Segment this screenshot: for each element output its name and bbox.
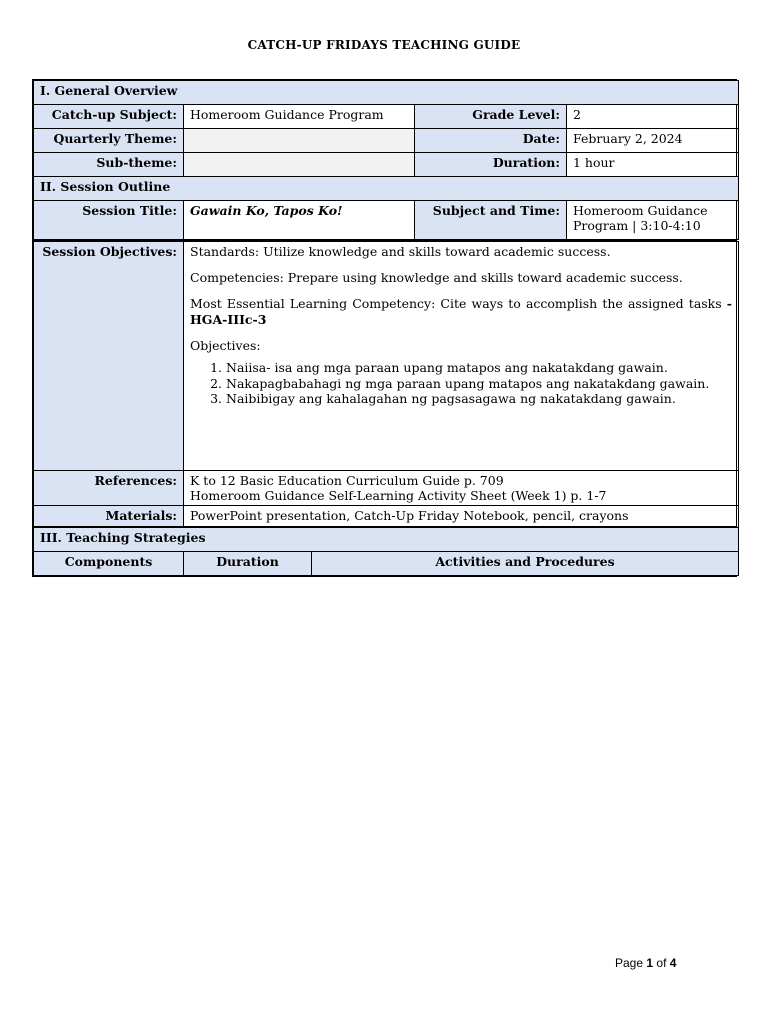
- subtheme-label: Sub-theme:: [34, 153, 184, 177]
- melc-text: Most Essential Learning Competency: Cite ways to accomplish the assigned tasks: [190, 296, 727, 311]
- activities-header: Activities and Procedures: [312, 552, 739, 576]
- competencies-text: Competencies: Prepare using knowledge and skills toward academic success.: [190, 270, 683, 285]
- grade-value: 2: [567, 105, 739, 129]
- duration-header: Duration: [184, 552, 312, 576]
- subject-time-label: Subject and Time:: [415, 201, 567, 240]
- objectives-label: Session Objectives:: [34, 242, 184, 471]
- objectives-cell: [184, 242, 739, 471]
- subject-value: Homeroom Guidance Program: [184, 105, 415, 129]
- grade-label: Grade Level:: [415, 105, 567, 129]
- current-page: 1: [646, 956, 654, 970]
- date-value: February 2, 2024: [567, 129, 739, 153]
- theme-label: Quarterly Theme:: [34, 129, 184, 153]
- subject-time-value: Homeroom Guidance Program | 3:10-4:10: [567, 201, 739, 240]
- list-item: 1. Naiisa- isa ang mga paraan upang matapos ang nakatakdang gawain.: [226, 360, 732, 376]
- general-overview-heading: I. General Overview: [34, 81, 739, 105]
- page-word: Page: [615, 956, 644, 970]
- reference-item: K to 12 Basic Education Curriculum Guide p. 709: [190, 473, 504, 488]
- standards-text: Standards: Utilize knowledge and skills toward academic success.: [190, 244, 611, 259]
- date-label: Date:: [415, 129, 567, 153]
- duration-label: Duration:: [415, 153, 567, 177]
- objectives-heading: Objectives:: [190, 338, 261, 353]
- session-details-table: [32, 240, 737, 531]
- page-number: [615, 956, 676, 970]
- session-title-label: Session Title:: [34, 201, 184, 240]
- document-title: CATCH-UP FRIDAYS TEACHING GUIDE: [247, 38, 521, 52]
- teaching-strategies-heading: III. Teaching Strategies: [34, 528, 739, 552]
- melc-code: - HGA-IIIc-3: [190, 296, 732, 327]
- teaching-strategies-table: [32, 526, 737, 577]
- materials-value: PowerPoint presentation, Catch-Up Friday Notebook, pencil, crayons: [184, 506, 739, 530]
- subtheme-value: [184, 153, 415, 177]
- session-outline-heading: II. Session Outline: [34, 177, 739, 201]
- objectives-list: [190, 360, 732, 407]
- session-title-value: Gawain Ko, Tapos Ko!: [184, 201, 415, 240]
- list-item: 3. Naibibigay ang kahalagahan ng pagsasagawa ng nakatakdang gawain.: [226, 391, 732, 407]
- references-cell: [184, 471, 739, 506]
- melc-paragraph: [190, 296, 732, 328]
- general-overview-table: [32, 79, 737, 241]
- components-header: Components: [34, 552, 184, 576]
- reference-item: Homeroom Guidance Self-Learning Activity Sheet (Week 1) p. 1-7: [190, 488, 607, 503]
- list-item: 2. Nakapagbabahagi ng mga paraan upang matapos ang nakatakdang gawain.: [226, 376, 732, 392]
- total-pages: 4: [669, 956, 677, 970]
- duration-value: 1 hour: [567, 153, 739, 177]
- references-label: References:: [34, 471, 184, 506]
- theme-value: [184, 129, 415, 153]
- of-word: of: [656, 956, 667, 970]
- subject-label: Catch-up Subject:: [34, 105, 184, 129]
- materials-label: Materials:: [34, 506, 184, 530]
